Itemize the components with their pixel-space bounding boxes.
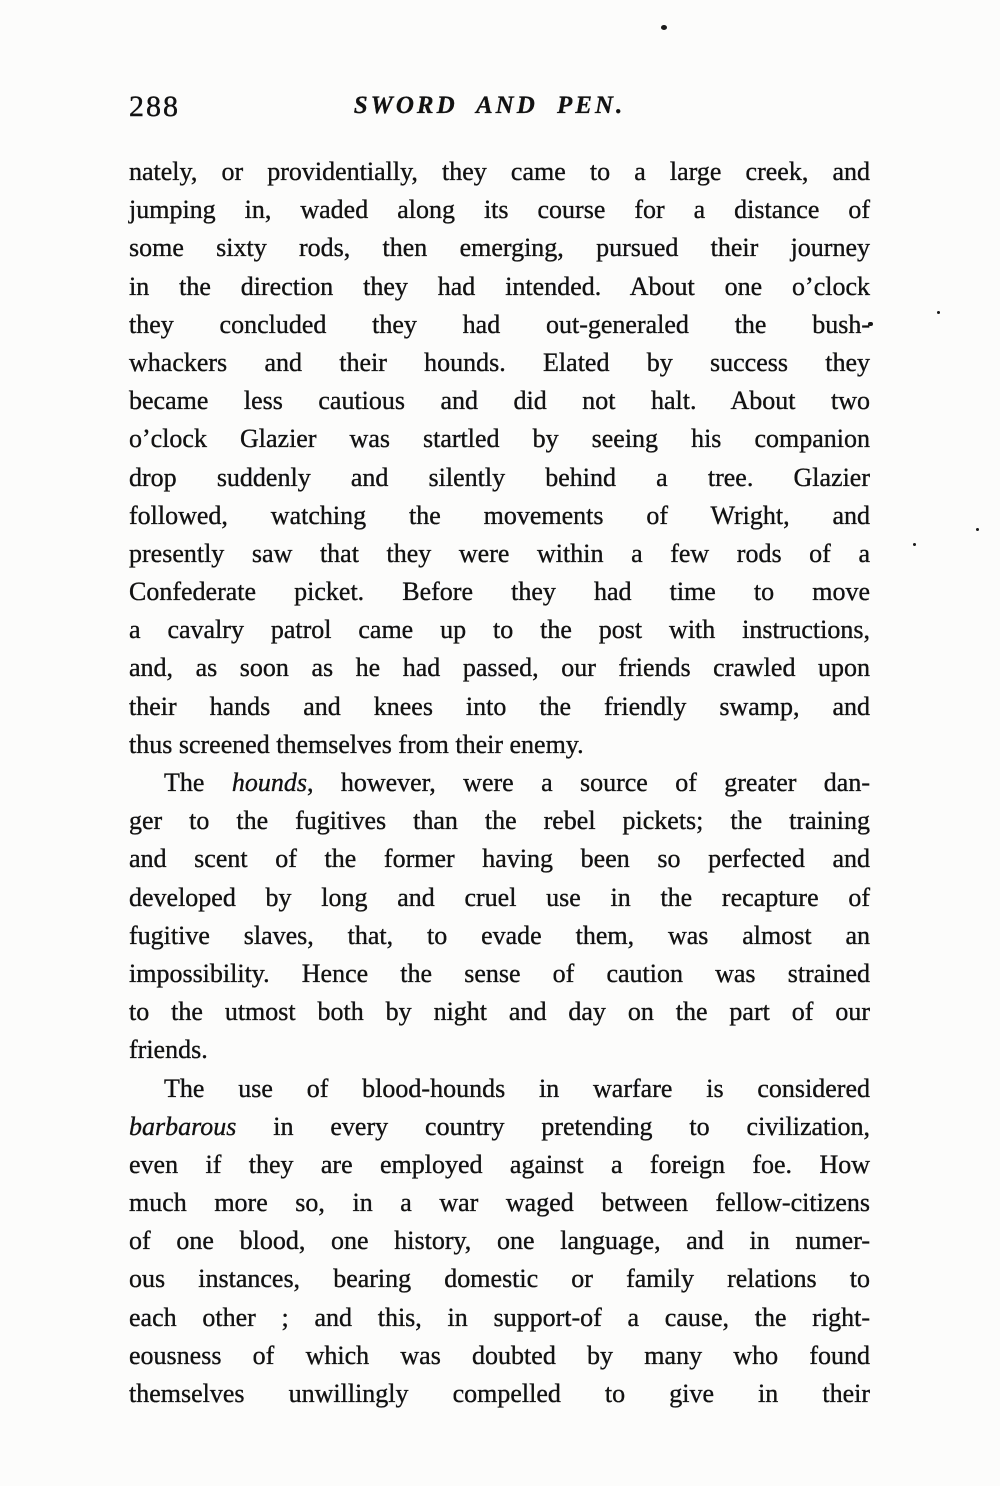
text-segment: Confederate picket. Before they had time to move — [129, 577, 870, 607]
text-segment: to the utmost both by night and day on the part of our — [129, 997, 870, 1027]
text-segment: thus screened themselves from their enemy. — [129, 729, 584, 759]
text-segment: fugitive slaves, that, to evade them, was almost an — [129, 920, 870, 950]
text-line — [129, 1337, 870, 1375]
text-line — [129, 1184, 870, 1222]
text-line — [129, 879, 870, 917]
text-segment: in every country pretending to civilization, — [236, 1111, 870, 1141]
text-segment: , however, were a source of greater dan- — [306, 768, 871, 797]
text-segment: their hands and knees into the friendly swamp, and — [129, 691, 870, 721]
text-line — [129, 1070, 870, 1108]
text-segment: ous instances, bearing domestic or family relations to — [129, 1264, 870, 1294]
text-segment: much more so, in a war waged between fellow-citizens — [129, 1188, 870, 1218]
text-segment: some sixty rods, then emerging, pursued their journey — [129, 233, 870, 263]
text-body — [129, 153, 870, 1413]
text-line — [129, 1375, 870, 1413]
text-segment: impossibility. Hence the sense of caution was strained — [129, 958, 870, 988]
text-line — [129, 1146, 870, 1184]
paragraph — [129, 1070, 870, 1414]
text-line — [129, 802, 870, 840]
running-title: SWORD AND PEN. — [353, 92, 626, 119]
text-line — [129, 688, 870, 726]
page-header — [129, 88, 870, 128]
text-segment: The — [164, 768, 232, 797]
text-segment: eousness of which was doubted by many who found — [129, 1340, 870, 1370]
ink-speck — [976, 528, 979, 531]
ink-speck — [913, 543, 916, 546]
text-line — [129, 955, 870, 993]
ink-speck — [661, 25, 667, 30]
text-line — [129, 191, 870, 229]
text-line — [129, 344, 870, 382]
paragraph — [129, 153, 870, 764]
text-line — [129, 1031, 870, 1069]
italic-text: barbarous — [129, 1111, 237, 1141]
text-segment: friends. — [129, 1035, 208, 1065]
text-segment: jumping in, waded along its course for a distance of — [129, 195, 870, 225]
text-line — [129, 573, 870, 611]
text-segment: became less cautious and did not halt. About two — [129, 386, 870, 416]
text-segment: in the direction they had intended. About one o’clock — [129, 271, 870, 301]
text-segment: developed by long and cruel use in the recapture of — [129, 882, 870, 912]
text-segment: drop suddenly and silently behind a tree. Glazier — [129, 462, 870, 492]
text-line — [129, 535, 870, 573]
text-segment: they concluded they had out-generaled the bush- — [129, 309, 870, 339]
text-line — [129, 153, 870, 191]
text-line — [129, 917, 870, 955]
text-line — [129, 649, 870, 687]
text-segment: a cavalry patrol came up to the post with instructions, — [129, 615, 870, 645]
text-segment: whackers and their hounds. Elated by success they — [129, 347, 870, 377]
text-segment: and, as soon as he had passed, our friends crawled upon — [129, 653, 870, 683]
text-segment: followed, watching the movements of Wright, and — [129, 500, 870, 530]
text-line — [129, 459, 870, 497]
text-line — [129, 306, 870, 344]
text-segment: o’clock Glazier was startled by seeing his companion — [129, 424, 870, 454]
text-line — [129, 1222, 870, 1260]
text-segment: presently saw that they were within a few rods of a — [129, 538, 870, 568]
text-line — [129, 497, 870, 535]
text-line — [129, 1299, 870, 1337]
paragraph — [129, 764, 870, 1070]
text-line — [129, 840, 870, 878]
text-segment: themselves unwillingly compelled to give in their — [129, 1379, 870, 1408]
text-line — [129, 382, 870, 420]
text-segment: The use of blood-hounds in warfare is considered — [164, 1073, 870, 1103]
italic-text: hounds — [231, 768, 307, 797]
text-line — [129, 1108, 870, 1146]
text-segment: nately, or providentially, they came to a large creek, and — [129, 157, 870, 186]
text-segment: each other ; and this, in support-of a cause, the right- — [129, 1302, 870, 1332]
ink-speck — [937, 311, 940, 314]
text-segment: ger to the fugitives than the rebel pickets; the training — [129, 806, 870, 836]
text-line — [129, 764, 870, 802]
text-line — [129, 1260, 870, 1298]
text-segment: and scent of the former having been so perfected and — [129, 844, 870, 874]
text-line — [129, 268, 870, 306]
text-line — [129, 611, 870, 649]
text-segment: even if they are employed against a foreign foe. How — [129, 1149, 870, 1179]
text-line — [129, 420, 870, 458]
page-number: 288 — [129, 90, 180, 123]
text-segment: of one blood, one history, one language, and in numer- — [129, 1226, 870, 1256]
text-line — [129, 726, 870, 764]
text-line — [129, 229, 870, 267]
text-line — [129, 993, 870, 1031]
